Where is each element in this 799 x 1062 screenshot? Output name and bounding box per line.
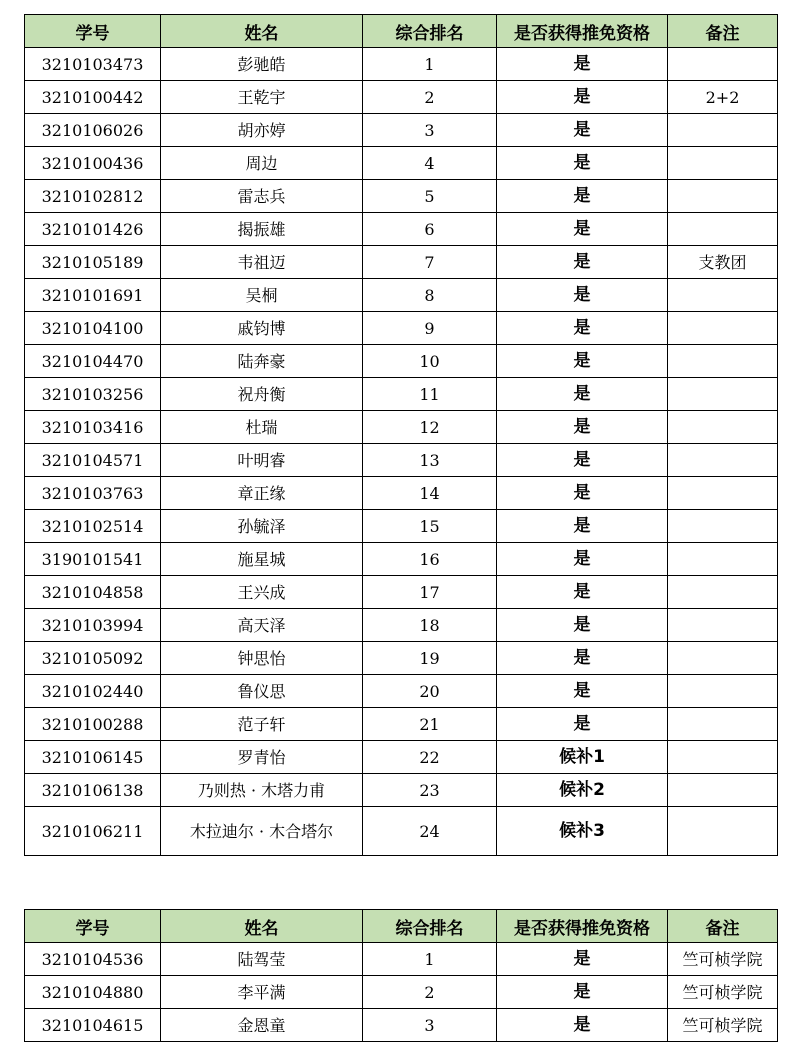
- qualification-cell: 是: [497, 477, 668, 510]
- header-note: 备注: [668, 15, 778, 48]
- note-cell: [668, 147, 778, 180]
- qualification-cell: 是: [497, 1009, 668, 1042]
- header-rank: 综合排名: [363, 15, 497, 48]
- table-row: [25, 642, 778, 675]
- name-cell: 陆驾莹: [161, 943, 363, 976]
- qualification-cell: 是: [497, 213, 668, 246]
- rank-cell: 8: [363, 279, 497, 312]
- student-id-cell: 3210103994: [25, 609, 161, 642]
- note-cell: [668, 444, 778, 477]
- note-cell: [668, 411, 778, 444]
- table-row: [25, 378, 778, 411]
- note-cell: [668, 510, 778, 543]
- rank-cell: 10: [363, 345, 497, 378]
- name-cell: 范子轩: [161, 708, 363, 741]
- note-cell: [668, 774, 778, 807]
- rank-cell: 23: [363, 774, 497, 807]
- student-id-cell: 3210106211: [25, 807, 161, 856]
- header-row: [25, 15, 778, 48]
- rank-cell: 4: [363, 147, 497, 180]
- note-cell: 竺可桢学院: [668, 976, 778, 1009]
- table-row: [25, 976, 778, 1009]
- rank-cell: 17: [363, 576, 497, 609]
- qualification-cell: 是: [497, 675, 668, 708]
- note-cell: [668, 807, 778, 856]
- qualification-cell: 是: [497, 543, 668, 576]
- table-row: [25, 675, 778, 708]
- student-id-cell: 3210105189: [25, 246, 161, 279]
- table-row: [25, 943, 778, 976]
- qualification-cell: 是: [497, 180, 668, 213]
- header-name: 姓名: [161, 910, 363, 943]
- qualification-cell: 是: [497, 81, 668, 114]
- rank-cell: 7: [363, 246, 497, 279]
- qualification-cell: 是: [497, 312, 668, 345]
- rank-cell: 22: [363, 741, 497, 774]
- rank-cell: 2: [363, 976, 497, 1009]
- note-cell: [668, 345, 778, 378]
- name-cell: 钟思怡: [161, 642, 363, 675]
- qualification-cell: 是: [497, 48, 668, 81]
- name-cell: 鲁仪思: [161, 675, 363, 708]
- qualification-cell: 候补1: [497, 741, 668, 774]
- header-student-id: 学号: [25, 15, 161, 48]
- rank-cell: 9: [363, 312, 497, 345]
- name-cell: 陆奔豪: [161, 345, 363, 378]
- qualification-cell: 是: [497, 976, 668, 1009]
- qualification-cell: 是: [497, 444, 668, 477]
- qualification-cell: 是: [497, 510, 668, 543]
- name-cell: 木拉迪尔 · 木合塔尔: [161, 807, 363, 856]
- note-cell: [668, 708, 778, 741]
- note-cell: 竺可桢学院: [668, 943, 778, 976]
- rank-cell: 14: [363, 477, 497, 510]
- student-id-cell: 3210104536: [25, 943, 161, 976]
- name-cell: 胡亦婷: [161, 114, 363, 147]
- student-id-cell: 3190101541: [25, 543, 161, 576]
- student-id-cell: 3210103416: [25, 411, 161, 444]
- student-id-cell: 3210104571: [25, 444, 161, 477]
- note-cell: 2+2: [668, 81, 778, 114]
- qualification-cell: 是: [497, 246, 668, 279]
- student-id-cell: 3210106145: [25, 741, 161, 774]
- note-cell: [668, 180, 778, 213]
- note-cell: [668, 642, 778, 675]
- note-cell: [668, 576, 778, 609]
- rank-cell: 20: [363, 675, 497, 708]
- qualification-cell: 候补2: [497, 774, 668, 807]
- student-id-cell: 3210103763: [25, 477, 161, 510]
- note-cell: [668, 213, 778, 246]
- name-cell: 王乾宇: [161, 81, 363, 114]
- student-id-cell: 3210104880: [25, 976, 161, 1009]
- note-cell: [668, 279, 778, 312]
- name-cell: 戚钧博: [161, 312, 363, 345]
- qualification-cell: 是: [497, 576, 668, 609]
- rank-cell: 16: [363, 543, 497, 576]
- table-row: [25, 576, 778, 609]
- rank-cell: 21: [363, 708, 497, 741]
- name-cell: 揭振雄: [161, 213, 363, 246]
- student-id-cell: 3210104615: [25, 1009, 161, 1042]
- qualification-cell: 是: [497, 279, 668, 312]
- table-row: [25, 411, 778, 444]
- table-row: [25, 609, 778, 642]
- name-cell: 金恩童: [161, 1009, 363, 1042]
- table-row: [25, 213, 778, 246]
- student-id-cell: 3210103473: [25, 48, 161, 81]
- table-row: [25, 81, 778, 114]
- student-id-cell: 3210103256: [25, 378, 161, 411]
- name-cell: 吴桐: [161, 279, 363, 312]
- header-row: [25, 910, 778, 943]
- rank-cell: 13: [363, 444, 497, 477]
- note-cell: [668, 378, 778, 411]
- rank-cell: 1: [363, 48, 497, 81]
- rank-cell: 5: [363, 180, 497, 213]
- note-cell: [668, 312, 778, 345]
- rank-cell: 3: [363, 1009, 497, 1042]
- name-cell: 乃则热 · 木塔力甫: [161, 774, 363, 807]
- table-row: [25, 444, 778, 477]
- header-rank: 综合排名: [363, 910, 497, 943]
- note-cell: [668, 675, 778, 708]
- rank-cell: 19: [363, 642, 497, 675]
- student-id-cell: 3210101691: [25, 279, 161, 312]
- note-cell: [668, 477, 778, 510]
- table-row: [25, 312, 778, 345]
- qualification-cell: 是: [497, 411, 668, 444]
- qualification-cell: 是: [497, 378, 668, 411]
- student-id-cell: 3210102440: [25, 675, 161, 708]
- student-id-cell: 3210100442: [25, 81, 161, 114]
- name-cell: 叶明睿: [161, 444, 363, 477]
- name-cell: 罗青怡: [161, 741, 363, 774]
- note-cell: 支教团: [668, 246, 778, 279]
- rank-cell: 2: [363, 81, 497, 114]
- student-id-cell: 3210102812: [25, 180, 161, 213]
- student-id-cell: 3210104858: [25, 576, 161, 609]
- rank-cell: 12: [363, 411, 497, 444]
- name-cell: 李平满: [161, 976, 363, 1009]
- name-cell: 韦祖迈: [161, 246, 363, 279]
- table-row: [25, 774, 778, 807]
- qualification-cell: 是: [497, 943, 668, 976]
- header-qualification: 是否获得推免资格: [497, 910, 668, 943]
- name-cell: 施星城: [161, 543, 363, 576]
- rank-cell: 24: [363, 807, 497, 856]
- table-row: [25, 48, 778, 81]
- table-row: [25, 543, 778, 576]
- name-cell: 祝舟衡: [161, 378, 363, 411]
- table-row: [25, 345, 778, 378]
- table-row: [25, 246, 778, 279]
- table-row: [25, 180, 778, 213]
- student-id-cell: 3210106026: [25, 114, 161, 147]
- name-cell: 杜瑞: [161, 411, 363, 444]
- ranking-table-main: [24, 14, 778, 856]
- note-cell: [668, 48, 778, 81]
- rank-cell: 3: [363, 114, 497, 147]
- note-cell: [668, 609, 778, 642]
- qualification-cell: 是: [497, 708, 668, 741]
- name-cell: 章正缘: [161, 477, 363, 510]
- table-row: [25, 708, 778, 741]
- table-row: [25, 147, 778, 180]
- table-row: [25, 477, 778, 510]
- qualification-cell: 是: [497, 642, 668, 675]
- table-row: [25, 279, 778, 312]
- note-cell: [668, 114, 778, 147]
- table-row: [25, 1009, 778, 1042]
- student-id-cell: 3210105092: [25, 642, 161, 675]
- name-cell: 高天泽: [161, 609, 363, 642]
- name-cell: 孙毓泽: [161, 510, 363, 543]
- student-id-cell: 3210100436: [25, 147, 161, 180]
- rank-cell: 6: [363, 213, 497, 246]
- note-cell: [668, 741, 778, 774]
- header-student-id: 学号: [25, 910, 161, 943]
- name-cell: 雷志兵: [161, 180, 363, 213]
- header-qualification: 是否获得推免资格: [497, 15, 668, 48]
- table-row: [25, 741, 778, 774]
- note-cell: [668, 543, 778, 576]
- rank-cell: 1: [363, 943, 497, 976]
- student-id-cell: 3210104100: [25, 312, 161, 345]
- student-id-cell: 3210102514: [25, 510, 161, 543]
- rank-cell: 11: [363, 378, 497, 411]
- name-cell: 周边: [161, 147, 363, 180]
- name-cell: 王兴成: [161, 576, 363, 609]
- qualification-cell: 是: [497, 114, 668, 147]
- student-id-cell: 3210106138: [25, 774, 161, 807]
- student-id-cell: 3210100288: [25, 708, 161, 741]
- student-id-cell: 3210104470: [25, 345, 161, 378]
- qualification-cell: 是: [497, 609, 668, 642]
- header-name: 姓名: [161, 15, 363, 48]
- student-id-cell: 3210101426: [25, 213, 161, 246]
- rank-cell: 18: [363, 609, 497, 642]
- table-row: [25, 510, 778, 543]
- rank-cell: 15: [363, 510, 497, 543]
- ranking-table-chukochen: [24, 909, 778, 1042]
- table-row: [25, 114, 778, 147]
- table-row: [25, 807, 778, 856]
- qualification-cell: 是: [497, 147, 668, 180]
- header-note: 备注: [668, 910, 778, 943]
- note-cell: 竺可桢学院: [668, 1009, 778, 1042]
- qualification-cell: 候补3: [497, 807, 668, 856]
- qualification-cell: 是: [497, 345, 668, 378]
- name-cell: 彭驰皓: [161, 48, 363, 81]
